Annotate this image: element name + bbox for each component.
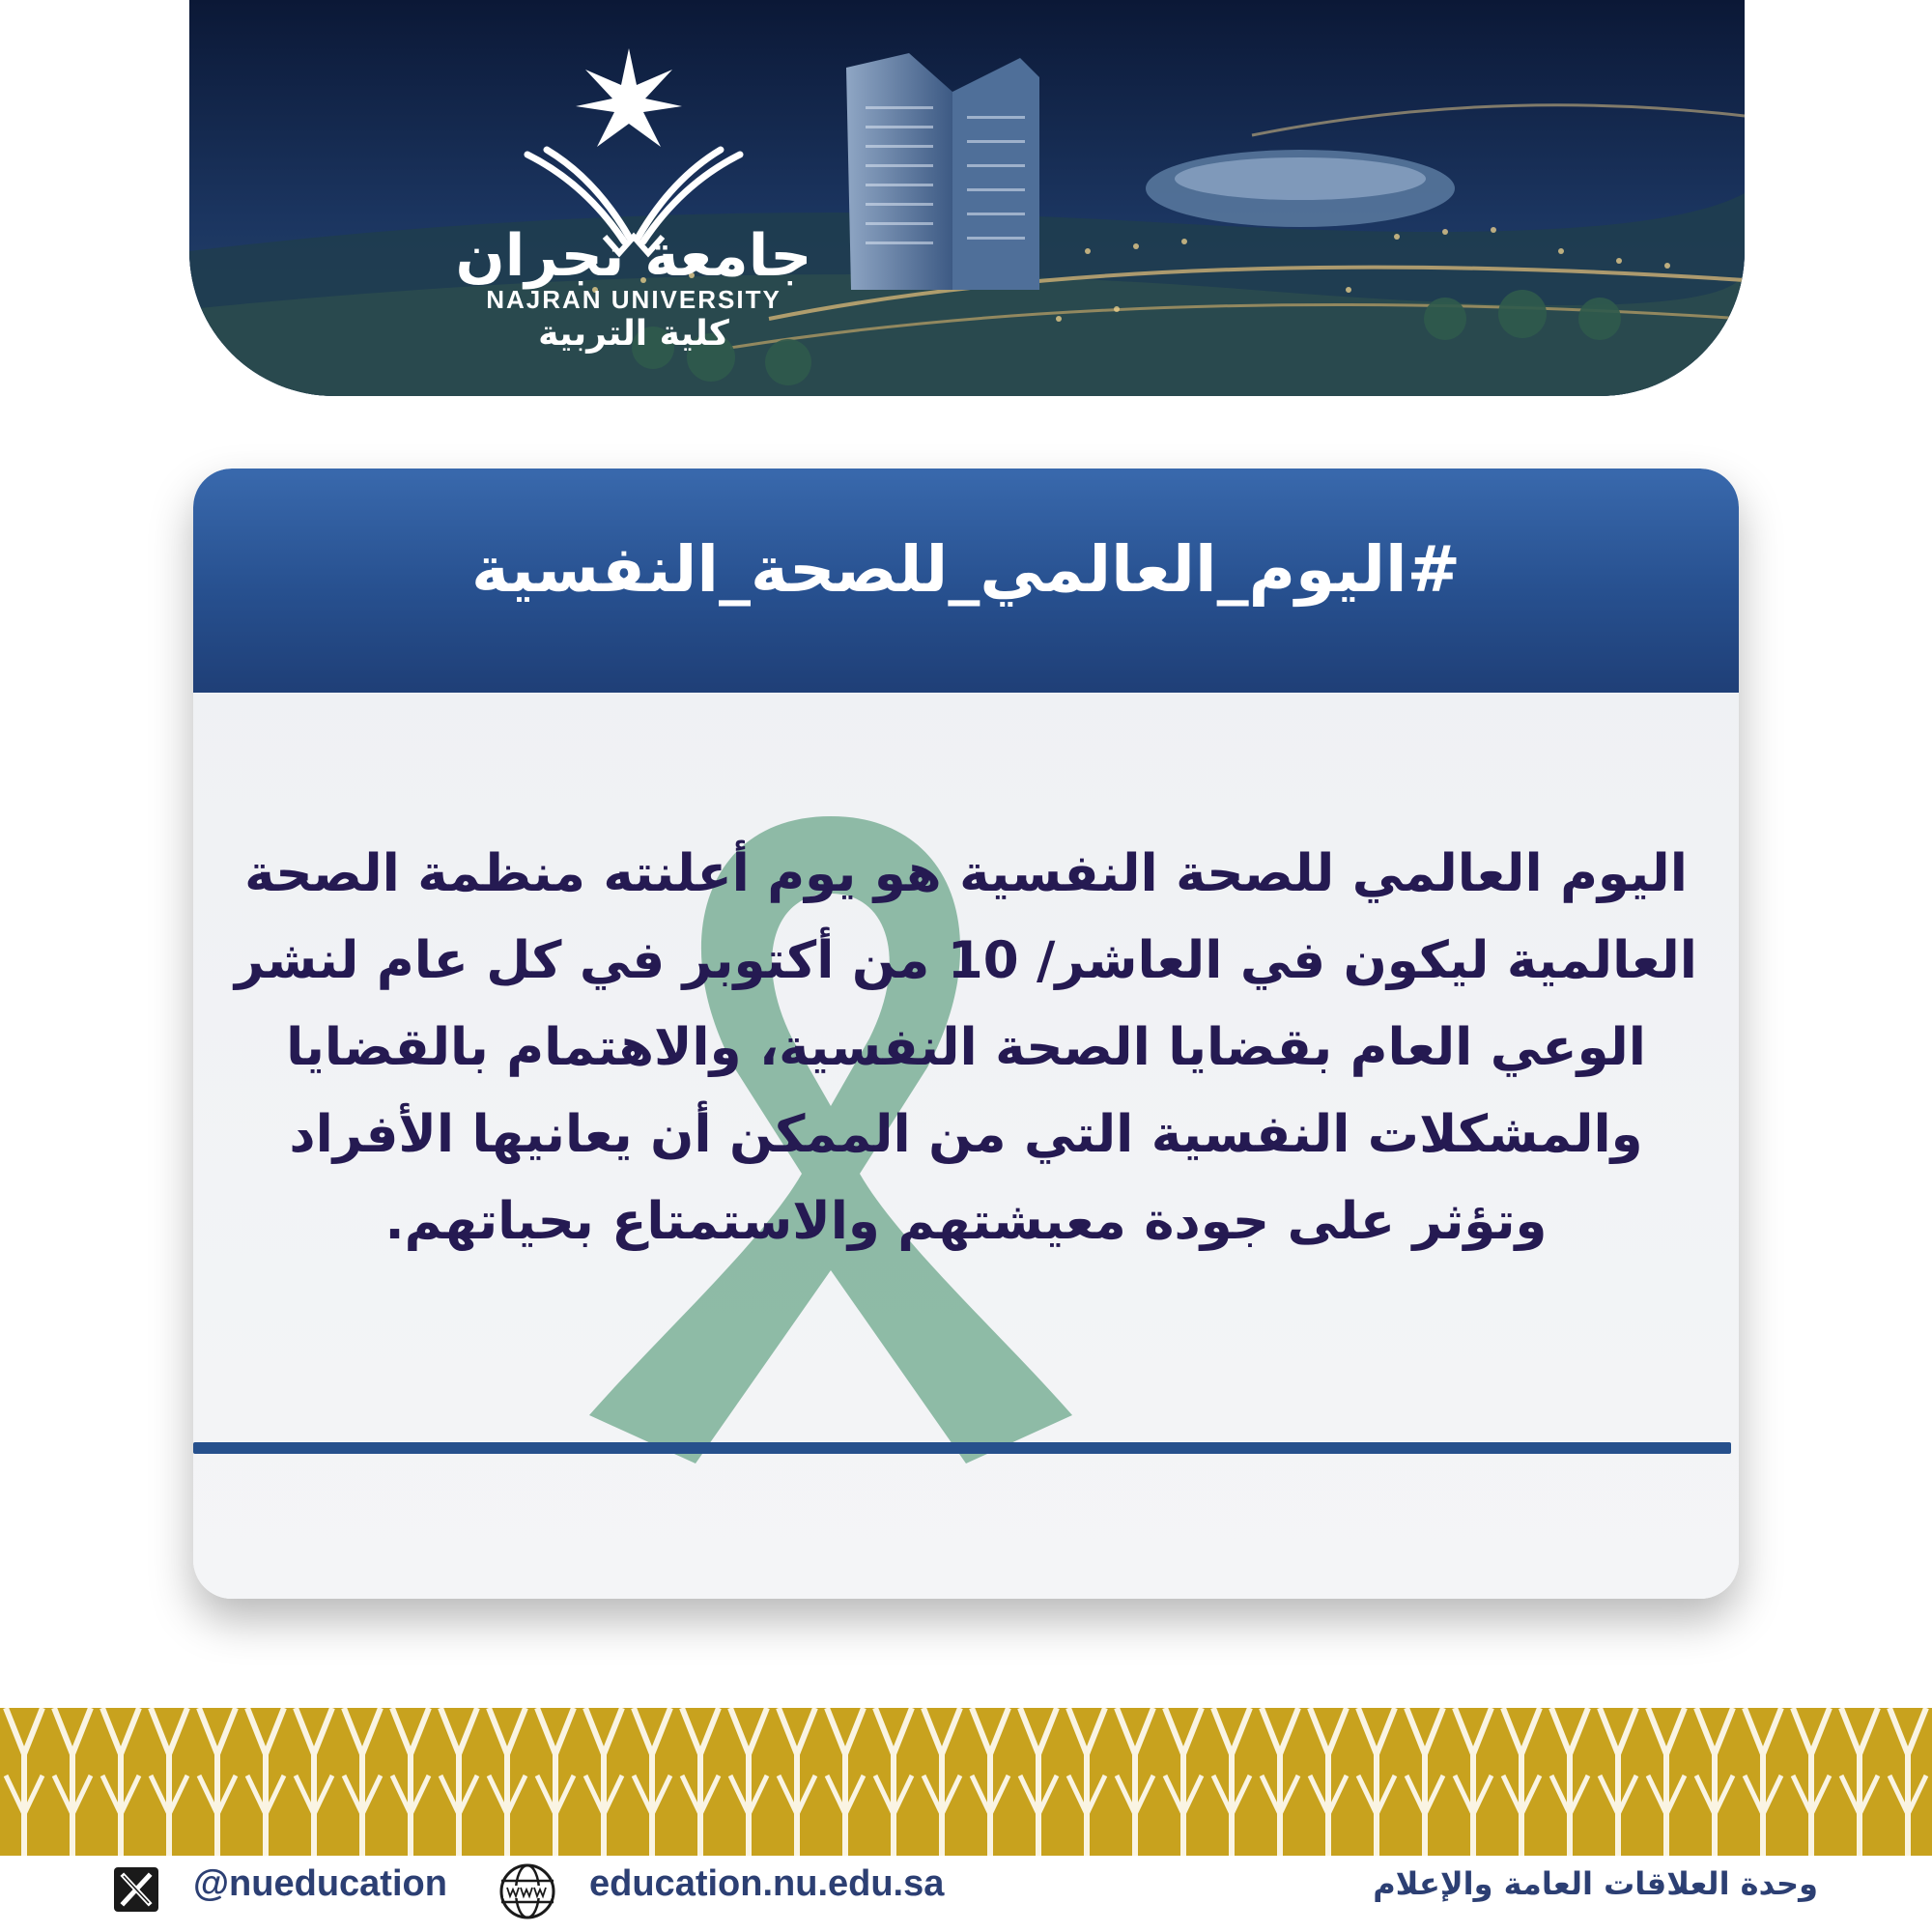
college-name: كلية التربية: [538, 314, 729, 354]
body-line: وتؤثر على جودة معيشتهم والاستمتاع بحياتهم.: [384, 1192, 1548, 1251]
pattern-svg: [0, 1708, 1932, 1856]
logo-english-name: NAJRAN UNIVERSITY: [486, 285, 781, 314]
star-emblem-icon: [576, 48, 682, 155]
decorative-pattern: [0, 1708, 1932, 1856]
hashtag-title: #اليوم_العالمي_للصحة_النفسية: [471, 532, 1461, 607]
body-paragraph: [232, 831, 1700, 1265]
university-logo: [450, 48, 817, 377]
social-handle[interactable]: @nueducation: [193, 1863, 447, 1904]
body-line: الوعي العام بقضايا الصحة النفسية، والاهتمام بالقضايا: [286, 1018, 1646, 1077]
unit-name: وحدة العلاقات العامة والإعلام: [1373, 1865, 1818, 1902]
logo-arabic-name: جامعة نجران: [455, 222, 812, 290]
globe-www-icon[interactable]: [497, 1861, 557, 1921]
campus-night-photo: [189, 0, 1745, 396]
header-banner: [189, 0, 1745, 396]
x-logo-icon[interactable]: [114, 1867, 158, 1912]
body-line: العالمية ليكون في العاشر/ 10 من أكتوبر في كل عام لنشر: [235, 931, 1697, 990]
divider: [193, 1442, 1731, 1454]
website-link[interactable]: education.nu.edu.sa: [589, 1863, 945, 1904]
content-card: [193, 469, 1739, 1599]
card-header: [193, 469, 1739, 693]
footer: [0, 1856, 1932, 1932]
body-line: والمشكلات النفسية التي من الممكن أن يعانيها الأفراد: [289, 1105, 1643, 1164]
body-line: اليوم العالمي للصحة النفسية هو يوم أعلنته منظمة الصحة: [244, 844, 1688, 903]
